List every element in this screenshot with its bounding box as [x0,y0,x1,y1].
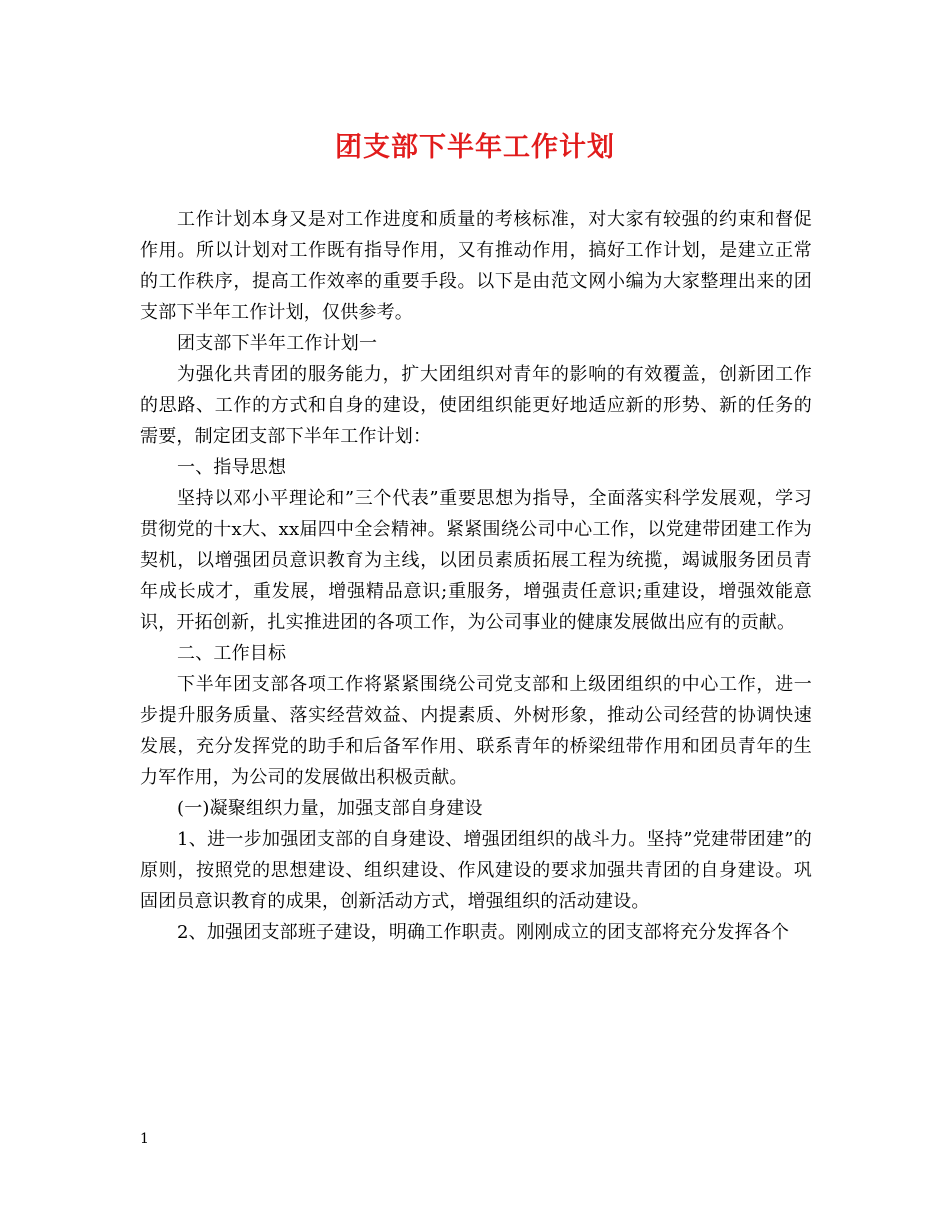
section-heading-work-goals: 二、工作目标 [177,643,287,664]
paragraph-plan-one-heading: 团支部下半年工作计划一 [177,333,378,354]
list-item-2: 2、加强团支部班子建设，明确工作职责。刚刚成立的团支部将充分发挥各个 [177,922,790,943]
section-heading-guiding-ideology: 一、指导思想 [177,457,287,478]
document-title: 团支部下半年工作计划 [335,132,615,163]
document-body [140,204,812,948]
subsection-heading-organization: (一)凝聚组织力量，加强支部自身建设 [177,798,483,819]
paragraph-plan-purpose: 为强化共青团的服务能力，扩大团组织对青年的影响的有效覆盖，创新团工作的思路、工作的方式和自身的建设，使团组织能更好地适应新的形势、新的任务的需要，制定团支部下半年工作计划： [140,364,812,447]
page-number: 1 [140,1131,149,1147]
paragraph-work-goals: 下半年团支部各项工作将紧紧围绕公司党支部和上级团组织的中心工作，进一步提升服务质量、落实经营效益、内提素质、外树形象，推动公司经营的协调快速发展，充分发挥党的助手和后备军作用、联系青年的桥梁纽带作用和团员青年的生力军作用，为公司的发展做出积极贡献。 [140,674,812,788]
list-item-1: 1、进一步加强团支部的自身建设、增强团组织的战斗力。坚持”党建带团建”的原则，按照党的思想建设、组织建设、作风建设的要求加强共青团的自身建设。巩固团员意识教育的成果，创新活动方式，增强组织的活动建设。 [140,829,812,912]
paragraph-guiding-ideology: 坚持以邓小平理论和”三个代表”重要思想为指导，全面落实科学发展观，学习贯彻党的十x大、xx届四中全会精神。紧紧围绕公司中心工作，以党建带团建工作为契机，以增强团员意识教育为主线，以团员素质拓展工程为统揽，竭诚服务团员青年成长成才，重发展，增强精品意识;重服务，增强责任意识;重建设，增强效能意识，开拓创新，扎实推进团的各项工作，为公司事业的健康发展做出应有的贡献。 [140,488,812,633]
paragraph-intro: 工作计划本身又是对工作进度和质量的考核标准，对大家有较强的约束和督促作用。所以计划对工作既有指导作用，又有推动作用，搞好工作计划，是建立正常的工作秩序，提高工作效率的重要手段。以下是由范文网小编为大家整理出来的团支部下半年工作计划，仅供参考。 [140,209,812,323]
